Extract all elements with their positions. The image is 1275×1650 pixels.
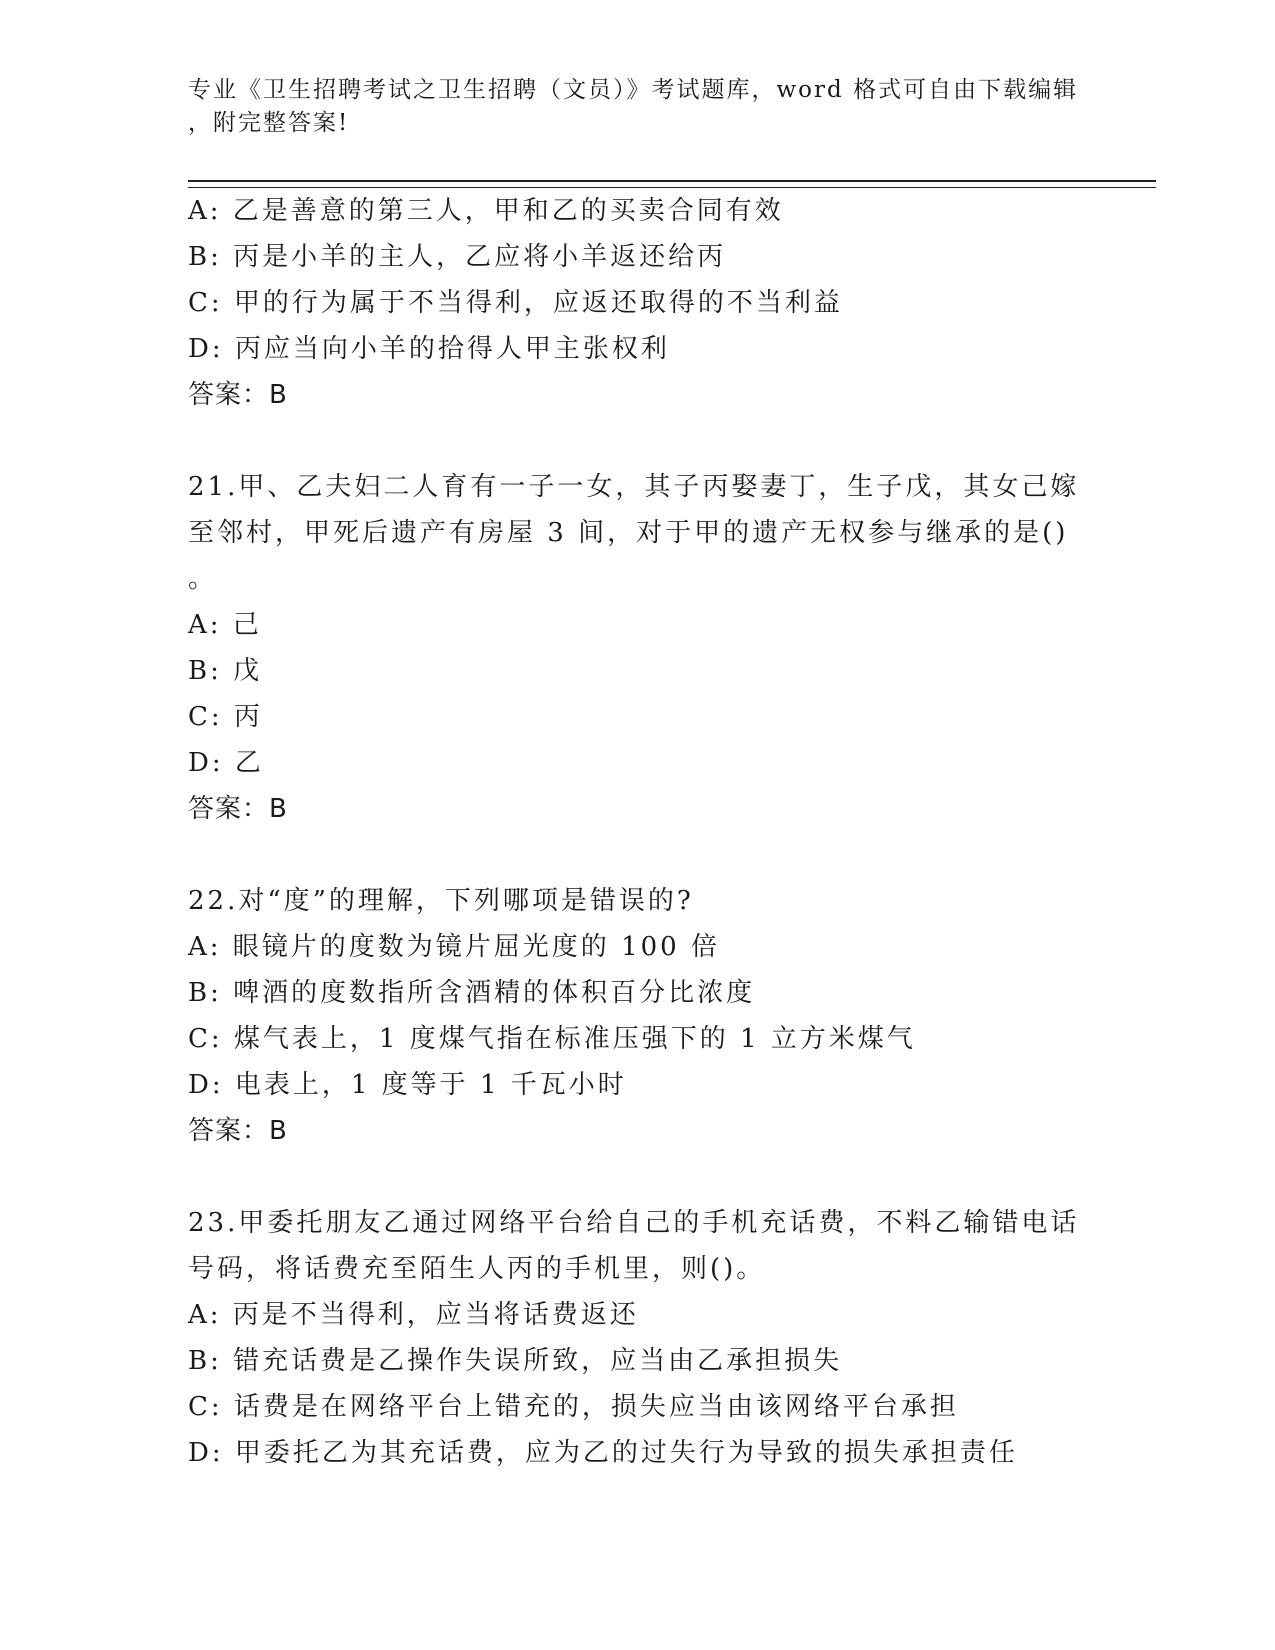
question-list bbox=[188, 188, 1088, 1476]
question-20 bbox=[188, 188, 1088, 418]
option-a: A: 己 bbox=[188, 610, 262, 640]
spacer bbox=[188, 418, 1088, 464]
option-a: A: 眼镜片的度数为镜片屈光度的 100 倍 bbox=[188, 932, 720, 962]
option-d: D: 甲委托乙为其充话费，应为乙的过失行为导致的损失承担责任 bbox=[188, 1438, 1018, 1468]
option-c: C: 甲的行为属于不当得利，应返还取得的不当利益 bbox=[188, 288, 843, 318]
option-a: A: 丙是不当得利，应当将话费返还 bbox=[188, 1300, 639, 1330]
document-header bbox=[188, 74, 1088, 140]
option-d: D: 电表上，1 度等于 1 千瓦小时 bbox=[188, 1070, 627, 1100]
question-22 bbox=[188, 878, 1088, 1154]
option-c: C: 丙 bbox=[188, 702, 263, 732]
option-c: C: 话费是在网络平台上错充的，损失应当由该网络平台承担 bbox=[188, 1392, 959, 1422]
header-divider bbox=[188, 180, 1156, 188]
option-b: B: 错充话费是乙操作失误所致，应当由乙承担损失 bbox=[188, 1346, 843, 1376]
spacer bbox=[188, 832, 1088, 878]
answer-label: 答案：B bbox=[188, 380, 288, 410]
option-b: B: 啤酒的度数指所含酒精的体积百分比浓度 bbox=[188, 978, 756, 1008]
question-23 bbox=[188, 1200, 1088, 1476]
question-stem: 至邻村，甲死后遗产有房屋 3 间，对于甲的遗产无权参与继承的是() bbox=[188, 518, 1069, 548]
option-d: D: 丙应当向小羊的拾得人甲主张权利 bbox=[188, 334, 670, 364]
option-d: D: 乙 bbox=[188, 748, 264, 778]
option-b: B: 戊 bbox=[188, 656, 263, 686]
answer-label: 答案：B bbox=[188, 1116, 288, 1146]
option-a: A: 乙是善意的第三人，甲和乙的买卖合同有效 bbox=[188, 196, 784, 226]
question-stem: 23.甲委托朋友乙通过网络平台给自己的手机充话费，不料乙输错电话 bbox=[188, 1208, 1080, 1238]
header-line-1: 专业《卫生招聘考试之卫生招聘（文员）》考试题库，word 格式可自由下载编辑 bbox=[188, 77, 1079, 103]
question-stem: 。 bbox=[188, 564, 218, 594]
question-stem: 22.对“度”的理解，下列哪项是错误的? bbox=[188, 886, 694, 916]
question-21 bbox=[188, 464, 1088, 832]
question-stem: 21.甲、乙夫妇二人育有一子一女，其子丙娶妻丁，生子戊，其女己嫁 bbox=[188, 472, 1080, 502]
header-line-2: ，附完整答案! bbox=[188, 110, 350, 136]
answer-label: 答案：B bbox=[188, 794, 288, 824]
question-stem: 号码，将话费充至陌生人丙的手机里，则()。 bbox=[188, 1254, 766, 1284]
option-b: B: 丙是小羊的主人，乙应将小羊返还给丙 bbox=[188, 242, 727, 272]
spacer bbox=[188, 1154, 1088, 1200]
option-c: C: 煤气表上，1 度煤气指在标准压强下的 1 立方米煤气 bbox=[188, 1024, 916, 1054]
